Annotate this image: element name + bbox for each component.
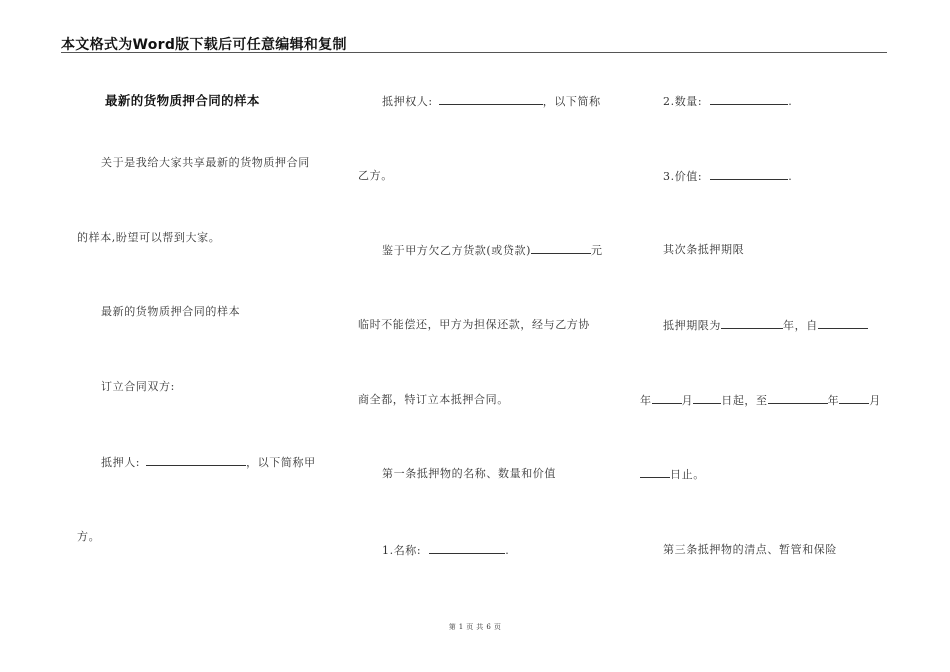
header-divider — [61, 52, 887, 53]
mortgagee-suffix: ，以下简称 — [542, 95, 601, 108]
mortgagee-blank — [439, 94, 543, 105]
term-end-line — [640, 467, 705, 481]
quantity-line — [663, 94, 792, 108]
article-1-heading: 第一条抵押物的名称、数量和价值 — [382, 467, 556, 480]
mortgagor-blank — [146, 455, 246, 466]
quantity-blank — [710, 94, 788, 105]
quantity-label: 2.数量: — [663, 95, 703, 108]
debt-line-2: 临时不能偿还，甲方为担保还款，经与乙方协 — [358, 318, 590, 331]
article-2-heading: 其次条抵押期限 — [663, 243, 745, 256]
intro-line-2: 的样本,盼望可以帮到大家。 — [77, 231, 221, 244]
quantity-suffix: . — [788, 95, 793, 108]
page-number: 第 1 页 共 6 页 — [448, 623, 502, 631]
name-suffix: . — [505, 544, 510, 557]
value-suffix: . — [788, 170, 793, 183]
end-year-unit: 年 — [827, 394, 840, 407]
term-years-unit: 年，自 — [783, 319, 818, 332]
start-day-unit: 日起，至 — [721, 394, 768, 407]
value-line — [663, 169, 792, 183]
value-label: 3.价值: — [663, 170, 703, 183]
mortgagor-line — [101, 455, 316, 469]
intro-line-1: 关于是我给大家共享最新的货物质押合同 — [101, 156, 310, 169]
term-start-year-blank — [818, 318, 868, 329]
start-month-unit: 月 — [681, 394, 694, 407]
debt-amount-blank — [531, 243, 591, 254]
parties-heading: 订立合同双方: — [101, 380, 175, 393]
mortgagee-line-end: 乙方。 — [358, 169, 393, 182]
mortgagee-label: 抵押权人: — [382, 95, 433, 108]
term-dates-line — [640, 393, 881, 407]
subtitle-line: 最新的货物质押合同的样本 — [101, 305, 241, 318]
end-month-blank — [839, 393, 869, 404]
mortgagor-line-end: 方。 — [77, 530, 101, 543]
debt-unit: 元 — [590, 244, 603, 257]
document-title: 最新的货物质押合同的样本 — [105, 93, 260, 108]
end-year-blank — [768, 393, 828, 404]
mortgagor-label: 抵押人: — [101, 456, 141, 469]
name-line — [382, 543, 509, 557]
article-3-heading: 第三条抵押物的清点、暂管和保险 — [663, 543, 837, 556]
debt-text: 鉴于甲方欠乙方货款(或贷款) — [382, 244, 531, 257]
debt-line-3: 商全都，特订立本抵押合同。 — [358, 393, 509, 406]
term-end-text: 日止。 — [670, 468, 705, 481]
term-label: 抵押期限为 — [663, 319, 721, 332]
mortgagee-line — [382, 94, 601, 108]
start-month-blank — [652, 393, 682, 404]
start-day-blank — [693, 393, 721, 404]
start-year-unit: 年 — [640, 394, 652, 407]
debt-line-1 — [382, 243, 603, 257]
name-label: 1.名称: — [382, 544, 422, 557]
end-day-blank — [640, 467, 670, 478]
document-header-title: 本文格式为Word版下载后可任意编辑和复制 — [61, 37, 347, 53]
value-blank — [710, 169, 788, 180]
term-line — [663, 318, 868, 332]
end-month-unit: 月 — [869, 394, 881, 407]
name-blank — [429, 543, 505, 554]
mortgagor-suffix: ，以下简称甲 — [246, 456, 316, 469]
term-years-blank — [721, 318, 783, 329]
